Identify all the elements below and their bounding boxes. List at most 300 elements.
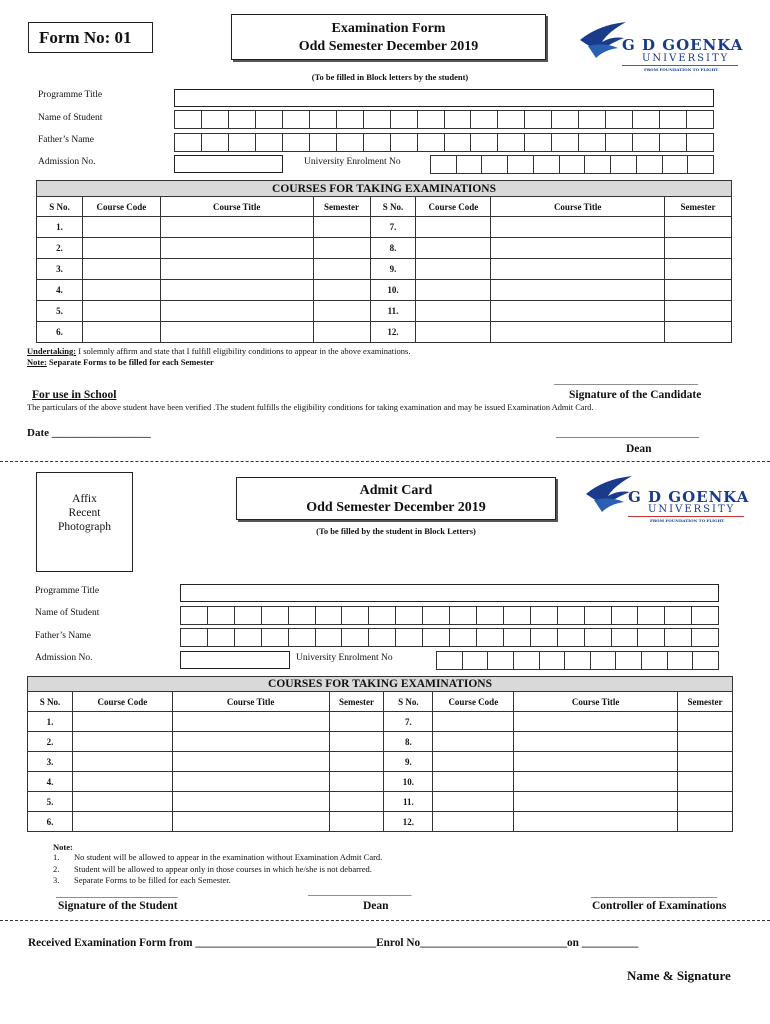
- cut-line: [0, 920, 770, 921]
- table-row: [37, 238, 732, 259]
- char-cell[interactable]: [633, 134, 660, 151]
- semester-cell[interactable]: [665, 301, 732, 322]
- char-cell[interactable]: [391, 111, 418, 128]
- course-title-cell[interactable]: [514, 792, 678, 812]
- char-cell[interactable]: [611, 156, 637, 173]
- course-code-cell[interactable]: [72, 772, 172, 792]
- label-enrolment-no: University Enrolment No: [296, 653, 393, 663]
- char-cell[interactable]: [450, 607, 477, 624]
- char-cell[interactable]: [342, 607, 369, 624]
- table-row: [37, 259, 732, 280]
- char-cell[interactable]: [283, 134, 310, 151]
- sno-cell: 11.: [370, 301, 416, 322]
- semester-cell[interactable]: [665, 322, 732, 343]
- undertaking-label: Undertaking:: [27, 346, 77, 356]
- char-cell[interactable]: [579, 134, 606, 151]
- university-logo: [578, 16, 758, 74]
- course-code-cell[interactable]: [82, 259, 160, 280]
- enrolment-no-field[interactable]: [436, 651, 719, 670]
- admission-no-field[interactable]: [174, 155, 283, 173]
- char-cell[interactable]: [437, 652, 463, 669]
- note-item: 2. Student will be allowed to appear only in those courses in which he/she is not debarred.: [53, 863, 372, 874]
- student-name-field[interactable]: [180, 606, 719, 625]
- semester-cell[interactable]: [313, 280, 370, 301]
- label-admission-no: Admission No.: [38, 157, 96, 167]
- course-code-cell[interactable]: [416, 322, 491, 343]
- form-number-box: Form No: 01: [28, 22, 153, 53]
- col-sno: S No.: [37, 197, 83, 217]
- photo-text: Photograph: [57, 521, 112, 533]
- controller-label: Controller of Examinations: [592, 900, 727, 912]
- label-admission-no: Admission No.: [35, 653, 93, 663]
- char-cell[interactable]: [612, 629, 639, 646]
- char-cell[interactable]: [482, 156, 508, 173]
- table-row: [37, 322, 732, 343]
- sno-cell: 7.: [384, 712, 433, 732]
- semester-cell[interactable]: [313, 259, 370, 280]
- sno-cell: 2.: [28, 732, 73, 752]
- sno-cell: 5.: [37, 301, 83, 322]
- col-course-title: Course Title: [514, 692, 678, 712]
- char-cell[interactable]: [585, 607, 612, 624]
- char-cell[interactable]: [175, 134, 202, 151]
- col-course-code: Course Code: [433, 692, 514, 712]
- char-cell[interactable]: [525, 111, 552, 128]
- char-cell[interactable]: [663, 156, 689, 173]
- char-cell[interactable]: [418, 111, 445, 128]
- course-code-cell[interactable]: [82, 217, 160, 238]
- char-cell[interactable]: [585, 156, 611, 173]
- logo-tagline: FROM FOUNDATION TO FLIGHT: [650, 518, 725, 523]
- course-title-cell[interactable]: [172, 792, 329, 812]
- course-title-cell[interactable]: [172, 732, 329, 752]
- char-cell[interactable]: [488, 652, 514, 669]
- courses-table-1: [36, 180, 732, 343]
- char-cell[interactable]: [606, 134, 633, 151]
- course-title-cell[interactable]: [491, 238, 665, 259]
- char-cell[interactable]: [235, 607, 262, 624]
- char-cell[interactable]: [229, 111, 256, 128]
- admit-instruction: (To be filled by the student in Block Letters): [316, 526, 476, 536]
- char-cell[interactable]: [256, 111, 283, 128]
- logo-name: G D GOENKA: [622, 36, 744, 54]
- sno-cell: 5.: [28, 792, 73, 812]
- sno-cell: 11.: [384, 792, 433, 812]
- programme-title-field[interactable]: [174, 89, 714, 107]
- fathers-name-field[interactable]: [174, 133, 714, 152]
- course-code-cell[interactable]: [72, 792, 172, 812]
- char-cell[interactable]: [316, 629, 343, 646]
- note-text: Separate Forms to be filled for each Semester: [46, 357, 214, 367]
- semester-cell[interactable]: [313, 217, 370, 238]
- admit-card-subtitle: Odd Semester December 2019: [306, 500, 486, 515]
- char-cell[interactable]: [498, 134, 525, 151]
- char-cell[interactable]: [558, 607, 585, 624]
- char-cell[interactable]: [638, 629, 665, 646]
- controller-signature-line: ____________________________: [591, 889, 717, 899]
- dean-signature-line: __________________________: [556, 427, 699, 439]
- undertaking-text: I solemnly affirm and state that I fulfill eligibility conditions to appear in the above examinations.: [76, 346, 411, 356]
- table-row: [28, 712, 733, 732]
- char-cell[interactable]: [423, 607, 450, 624]
- course-code-cell[interactable]: [416, 259, 491, 280]
- char-cell[interactable]: [688, 156, 713, 173]
- char-cell[interactable]: [552, 111, 579, 128]
- course-title-cell[interactable]: [514, 812, 678, 832]
- semester-cell[interactable]: [665, 280, 732, 301]
- semester-cell[interactable]: [329, 812, 384, 832]
- table-row: [37, 280, 732, 301]
- student-name-field[interactable]: [174, 110, 714, 129]
- course-title-cell[interactable]: [160, 259, 313, 280]
- cut-line: [0, 461, 770, 462]
- semester-cell[interactable]: [677, 712, 732, 732]
- char-cell[interactable]: [175, 111, 202, 128]
- logo-name: G D GOENKA: [628, 488, 750, 506]
- university-logo: [584, 470, 764, 528]
- sno-cell: 2.: [37, 238, 83, 259]
- note-item: 1. No student will be allowed to appear in the examination without Examination Admit Card.: [53, 852, 383, 862]
- char-cell[interactable]: [668, 652, 694, 669]
- bird-emblem-icon: [584, 474, 634, 514]
- table-row: [28, 772, 733, 792]
- col-course-code: Course Code: [82, 197, 160, 217]
- char-cell[interactable]: [633, 111, 660, 128]
- sno-cell: 9.: [384, 752, 433, 772]
- char-cell[interactable]: [642, 652, 668, 669]
- col-course-title: Course Title: [491, 197, 665, 217]
- course-code-cell[interactable]: [416, 217, 491, 238]
- course-code-cell[interactable]: [72, 712, 172, 732]
- char-cell[interactable]: [235, 629, 262, 646]
- notes-list: [53, 852, 382, 887]
- char-cell[interactable]: [396, 629, 423, 646]
- dean-signature-line: _______________________: [308, 887, 412, 897]
- char-cell[interactable]: [181, 607, 208, 624]
- semester-cell[interactable]: [329, 772, 384, 792]
- char-cell[interactable]: [687, 111, 713, 128]
- course-code-cell[interactable]: [433, 712, 514, 732]
- char-cell[interactable]: [616, 652, 642, 669]
- block-letters-instruction: (To be filled in Block letters by the student): [311, 72, 469, 82]
- photo-text: Recent: [68, 507, 101, 519]
- course-code-cell[interactable]: [433, 792, 514, 812]
- courses-heading: COURSES FOR TAKING EXAMINATIONS: [37, 181, 732, 197]
- course-code-cell[interactable]: [433, 772, 514, 792]
- char-cell[interactable]: [565, 652, 591, 669]
- char-cell[interactable]: [540, 652, 566, 669]
- char-cell[interactable]: [457, 156, 483, 173]
- note-line: [27, 357, 214, 367]
- char-cell[interactable]: [423, 629, 450, 646]
- received-line[interactable]: Received Examination Form from ________________________________Enrol No__________________________on __________: [28, 937, 639, 949]
- char-cell[interactable]: [692, 607, 718, 624]
- bird-emblem-icon: [578, 20, 628, 60]
- char-cell[interactable]: [369, 629, 396, 646]
- char-cell[interactable]: [262, 629, 289, 646]
- char-cell[interactable]: [418, 134, 445, 151]
- course-title-cell[interactable]: [172, 812, 329, 832]
- date-field[interactable]: Date __________________: [27, 427, 151, 439]
- semester-cell[interactable]: [329, 752, 384, 772]
- label-programme-title: Programme Title: [35, 586, 100, 596]
- sno-cell: 10.: [384, 772, 433, 792]
- col-course-title: Course Title: [160, 197, 313, 217]
- char-cell[interactable]: [477, 607, 504, 624]
- semester-cell[interactable]: [313, 301, 370, 322]
- label-fathers-name: Father’s Name: [35, 631, 92, 641]
- char-cell[interactable]: [310, 134, 337, 151]
- enrolment-no-field[interactable]: [430, 155, 714, 174]
- semester-cell[interactable]: [665, 217, 732, 238]
- course-code-cell[interactable]: [433, 812, 514, 832]
- char-cell[interactable]: [606, 111, 633, 128]
- course-title-cell[interactable]: [514, 772, 678, 792]
- char-cell[interactable]: [514, 652, 540, 669]
- col-semester: Semester: [313, 197, 370, 217]
- char-cell[interactable]: [396, 607, 423, 624]
- char-cell[interactable]: [525, 134, 552, 151]
- admit-card-title: Admit Card: [359, 483, 433, 498]
- sno-cell: 10.: [370, 280, 416, 301]
- table-row: [28, 732, 733, 752]
- course-title-cell[interactable]: [491, 217, 665, 238]
- logo-sub: UNIVERSITY: [648, 504, 736, 515]
- char-cell[interactable]: [202, 134, 229, 151]
- char-cell[interactable]: [693, 652, 718, 669]
- logo-sub: UNIVERSITY: [642, 53, 730, 64]
- table-row: [28, 812, 733, 832]
- col-sno: S No.: [384, 692, 433, 712]
- sno-cell: 4.: [37, 280, 83, 301]
- course-title-cell[interactable]: [491, 280, 665, 301]
- char-cell[interactable]: [445, 111, 472, 128]
- char-cell[interactable]: [208, 607, 235, 624]
- char-cell[interactable]: [531, 607, 558, 624]
- exam-form-title: Examination Form: [331, 21, 446, 36]
- char-cell[interactable]: [342, 629, 369, 646]
- char-cell[interactable]: [638, 607, 665, 624]
- course-title-cell[interactable]: [172, 752, 329, 772]
- char-cell[interactable]: [498, 111, 525, 128]
- char-cell[interactable]: [391, 134, 418, 151]
- char-cell[interactable]: [471, 111, 498, 128]
- char-cell[interactable]: [612, 607, 639, 624]
- exam-form-title-box: [231, 14, 546, 60]
- dean-label: Dean: [363, 900, 389, 912]
- char-cell[interactable]: [364, 111, 391, 128]
- col-sno: S No.: [28, 692, 73, 712]
- char-cell[interactable]: [364, 134, 391, 151]
- col-semester: Semester: [665, 197, 732, 217]
- course-title-cell[interactable]: [160, 322, 313, 343]
- programme-title-field[interactable]: [180, 584, 719, 602]
- course-code-cell[interactable]: [433, 732, 514, 752]
- char-cell[interactable]: [256, 134, 283, 151]
- char-cell[interactable]: [283, 111, 310, 128]
- sno-cell: 9.: [370, 259, 416, 280]
- sno-cell: 6.: [37, 322, 83, 343]
- label-student-name: Name of Student: [38, 113, 103, 123]
- semester-cell[interactable]: [677, 732, 732, 752]
- photo-text: Affix: [72, 493, 97, 505]
- table-row: [37, 217, 732, 238]
- char-cell[interactable]: [692, 629, 718, 646]
- char-cell[interactable]: [208, 629, 235, 646]
- for-use-in-school: For use in School: [32, 389, 117, 401]
- sno-cell: 4.: [28, 772, 73, 792]
- table-row: [37, 301, 732, 322]
- char-cell[interactable]: [665, 629, 692, 646]
- sno-cell: 12.: [384, 812, 433, 832]
- semester-cell[interactable]: [313, 238, 370, 259]
- char-cell[interactable]: [450, 629, 477, 646]
- student-signature-line: ___________________________: [56, 889, 178, 899]
- course-code-cell[interactable]: [72, 732, 172, 752]
- char-cell[interactable]: [463, 652, 489, 669]
- courses-heading: COURSES FOR TAKING EXAMINATIONS: [28, 677, 733, 692]
- char-cell[interactable]: [202, 111, 229, 128]
- col-course-code: Course Code: [72, 692, 172, 712]
- sno-cell: 6.: [28, 812, 73, 832]
- courses-table-2: [27, 676, 733, 832]
- undertaking: [27, 346, 410, 356]
- char-cell[interactable]: [316, 607, 343, 624]
- course-title-cell[interactable]: [160, 238, 313, 259]
- sno-cell: 7.: [370, 217, 416, 238]
- course-code-cell[interactable]: [72, 812, 172, 832]
- verification-text: The particulars of the above student have been verified .The student fulfills the eligibility conditions for taking examination and may be issued Examination Admit Card.: [27, 403, 594, 412]
- label-student-name: Name of Student: [35, 608, 100, 618]
- dean-label: Dean: [626, 443, 652, 455]
- char-cell[interactable]: [289, 629, 316, 646]
- course-title-cell[interactable]: [514, 712, 678, 732]
- char-cell[interactable]: [181, 629, 208, 646]
- semester-cell[interactable]: [677, 812, 732, 832]
- label-enrolment-no: University Enrolment No: [304, 157, 401, 167]
- course-code-cell[interactable]: [82, 301, 160, 322]
- col-course-title: Course Title: [172, 692, 329, 712]
- exam-form-subtitle: Odd Semester December 2019: [298, 39, 479, 54]
- char-cell[interactable]: [369, 607, 396, 624]
- course-title-cell[interactable]: [160, 301, 313, 322]
- char-cell[interactable]: [431, 156, 457, 173]
- course-title-cell[interactable]: [172, 712, 329, 732]
- sno-cell: 3.: [28, 752, 73, 772]
- col-sno: S No.: [370, 197, 416, 217]
- sno-cell: 1.: [37, 217, 83, 238]
- course-code-cell[interactable]: [433, 752, 514, 772]
- label-fathers-name: Father’s Name: [38, 135, 95, 145]
- char-cell[interactable]: [262, 607, 289, 624]
- table-row: [28, 792, 733, 812]
- semester-cell[interactable]: [677, 792, 732, 812]
- course-title-cell[interactable]: [491, 322, 665, 343]
- semester-cell[interactable]: [329, 732, 384, 752]
- char-cell[interactable]: [637, 156, 663, 173]
- char-cell[interactable]: [337, 134, 364, 151]
- sno-cell: 3.: [37, 259, 83, 280]
- semester-cell[interactable]: [329, 792, 384, 812]
- char-cell[interactable]: [591, 652, 617, 669]
- label-programme-title: Programme Title: [38, 90, 103, 100]
- course-code-cell[interactable]: [82, 238, 160, 259]
- char-cell[interactable]: [665, 607, 692, 624]
- col-semester: Semester: [677, 692, 732, 712]
- col-semester: Semester: [329, 692, 384, 712]
- table-row: [28, 752, 733, 772]
- char-cell[interactable]: [534, 156, 560, 173]
- char-cell[interactable]: [560, 156, 586, 173]
- sno-cell: 8.: [384, 732, 433, 752]
- course-title-cell[interactable]: [491, 301, 665, 322]
- char-cell[interactable]: [310, 111, 337, 128]
- char-cell[interactable]: [504, 607, 531, 624]
- course-title-cell[interactable]: [160, 280, 313, 301]
- char-cell[interactable]: [585, 629, 612, 646]
- semester-cell[interactable]: [677, 752, 732, 772]
- course-title-cell[interactable]: [514, 752, 678, 772]
- candidate-signature-line: ________________________________: [554, 376, 698, 386]
- char-cell[interactable]: [477, 629, 504, 646]
- logo-tagline: FROM FOUNDATION TO FLIGHT: [644, 67, 719, 72]
- char-cell[interactable]: [504, 629, 531, 646]
- photo-box: [36, 472, 133, 572]
- course-code-cell[interactable]: [416, 301, 491, 322]
- char-cell[interactable]: [508, 156, 534, 173]
- course-code-cell[interactable]: [82, 322, 160, 343]
- fathers-name-field[interactable]: [180, 628, 719, 647]
- char-cell[interactable]: [471, 134, 498, 151]
- char-cell[interactable]: [229, 134, 256, 151]
- sno-cell: 8.: [370, 238, 416, 259]
- semester-cell[interactable]: [329, 712, 384, 732]
- char-cell[interactable]: [579, 111, 606, 128]
- char-cell[interactable]: [660, 134, 687, 151]
- char-cell[interactable]: [552, 134, 579, 151]
- char-cell[interactable]: [660, 111, 687, 128]
- course-title-cell[interactable]: [514, 732, 678, 752]
- char-cell[interactable]: [445, 134, 472, 151]
- note-item: 3. Separate Forms to be filled for each Semester.: [53, 875, 231, 885]
- course-title-cell[interactable]: [172, 772, 329, 792]
- course-code-cell[interactable]: [82, 280, 160, 301]
- semester-cell[interactable]: [677, 772, 732, 792]
- course-title-cell[interactable]: [491, 259, 665, 280]
- sno-cell: 1.: [28, 712, 73, 732]
- note-title: Note:: [53, 842, 73, 852]
- char-cell[interactable]: [337, 111, 364, 128]
- semester-cell[interactable]: [313, 322, 370, 343]
- admission-no-field[interactable]: [180, 651, 290, 669]
- sno-cell: 12.: [370, 322, 416, 343]
- course-title-cell[interactable]: [160, 217, 313, 238]
- course-code-cell[interactable]: [416, 280, 491, 301]
- col-course-code: Course Code: [416, 197, 491, 217]
- course-code-cell[interactable]: [72, 752, 172, 772]
- char-cell[interactable]: [687, 134, 713, 151]
- student-signature-label: Signature of the Student: [58, 900, 178, 912]
- note-label: Note:: [27, 357, 47, 367]
- name-signature-label: Name & Signature: [627, 968, 731, 983]
- char-cell[interactable]: [531, 629, 558, 646]
- char-cell[interactable]: [558, 629, 585, 646]
- admit-card-title-box: [236, 477, 556, 520]
- semester-cell[interactable]: [665, 238, 732, 259]
- semester-cell[interactable]: [665, 259, 732, 280]
- course-code-cell[interactable]: [416, 238, 491, 259]
- char-cell[interactable]: [289, 607, 316, 624]
